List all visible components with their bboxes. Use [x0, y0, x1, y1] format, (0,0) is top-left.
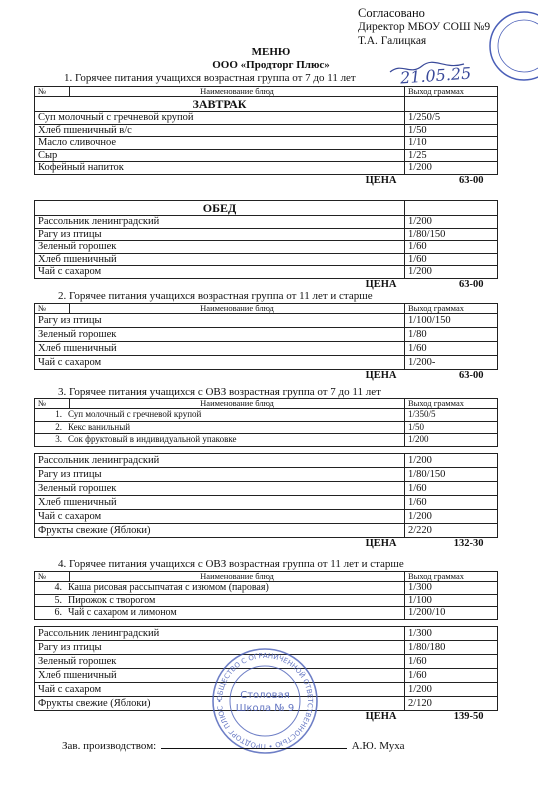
- approval-title: Согласовано: [358, 6, 425, 20]
- table-row: Чай с сахаром 1/200-: [35, 356, 498, 370]
- section-1-title: 1. Горячее питания учащихся возрастная группа от 7 до 11 лет: [64, 72, 356, 84]
- section-2-table: № Наименование блюд Выход граммах Рагу из птицы 1/100/150 Зеленый горошек 1/80 Хлеб пшеничный 1/60 Чай с сахаром 1/200- ЦЕНА 63-00: [34, 303, 498, 382]
- section-4-table: № Наименование блюд Выход граммах 4. Каша рисовая рассыпчатая с изюмом (паровая) 1/300 5. Пирожок с творогом 1/100 6. Чай с сахаром и лимоном 1/200/10 Рассольник ленинградский 1/300 Рагу из птицы 1/80/180 Зеленый горошек 1/60 Хлеб пшеничный 1/60 Чай с сахаром 1/200 Фрукты свежие (Яблоки) 2/120 ЦЕНА 139-50: [34, 571, 498, 722]
- table-row: Рассольник ленинградский 1/200: [35, 216, 498, 229]
- table-row: Хлеб пшеничный 1/60: [35, 253, 498, 266]
- table-row: Масло сливочное 1/10: [35, 137, 498, 150]
- section-4-title: 4. Горячее питания учащихся с ОВЗ возрастная группа от 11 лет и старше: [58, 558, 404, 570]
- section-3-table: № Наименование блюд Выход граммах 1. Суп молочный с гречневой крупой 1/350/5 2. Кекс ванильный 1/50 3. Сок фруктовый в индивидуальной упаковке 1/200 Рассольник ленинградский 1/200 Рагу из птицы 1/80/150 Зеленый горошек 1/60 Хлеб пшеничный 1/60 Чай с сахаром 1/200 Фрукты свежие (Яблоки) 2/220 ЦЕНА 132-30: [34, 398, 498, 549]
- table-row: Кофейный напиток 1/200: [35, 162, 498, 175]
- section-3-title: 3. Горячее питания учащихся с ОВЗ возрастная группа от 7 до 11 лет: [58, 386, 381, 398]
- table-row: Хлеб пшеничный 1/60: [35, 668, 498, 682]
- table-row: Зеленый горошек 1/80: [35, 328, 498, 342]
- svg-text:ОБЩЕСТВО С ОГРАНИЧЕННОЙ ОТВЕТС: [216, 652, 314, 750]
- footer: [62, 738, 404, 752]
- approval-position: Директор МБОУ СОШ №9: [358, 21, 491, 33]
- table-row: 4. Каша рисовая рассыпчатая с изюмом (паровая) 1/300: [35, 582, 498, 595]
- table-row: 1. Суп молочный с гречневой крупой 1/350/5: [35, 409, 498, 422]
- approval-stamp-fragment: [478, 4, 538, 84]
- stamp-center-line2: Школа № 9: [235, 703, 295, 714]
- price-value: 63-00: [459, 174, 484, 186]
- org-name: ООО «Продторг Плюс»: [212, 59, 330, 71]
- table-row: Чай с сахаром 1/200: [35, 509, 498, 523]
- approval-person: Т.А. Галицкая: [358, 35, 427, 47]
- stamp-center-line1: Столовая: [240, 690, 290, 701]
- table-row: Рассольник ленинградский 1/200: [35, 453, 498, 467]
- menu-title: МЕНЮ: [251, 46, 291, 58]
- table-row: Рагу из птицы 1/100/150: [35, 314, 498, 328]
- section-1-table: [34, 86, 498, 186]
- table-row: Рагу из птицы 1/80/150: [35, 228, 498, 241]
- table-row: Чай с сахаром 1/200: [35, 682, 498, 696]
- approval-block: [358, 6, 490, 48]
- table-row: Зеленый горошек 1/60: [35, 654, 498, 668]
- table-row: Рагу из птицы 1/80/180: [35, 640, 498, 654]
- table-row: 6. Чай с сахаром и лимоном 1/200/10: [35, 607, 498, 620]
- section-1-lunch-table: [34, 200, 498, 290]
- table-row: 3. Сок фруктовый в индивидуальной упаковке 1/200: [35, 434, 498, 447]
- table-row: Фрукты свежие (Яблоки) 2/220: [35, 523, 498, 537]
- table-row: Рассольник ленинградский 1/300: [35, 626, 498, 640]
- price-label: ЦЕНА: [365, 278, 397, 290]
- table-row: 2. Кекс ванильный 1/50: [35, 421, 498, 434]
- price-label: ЦЕНА: [365, 174, 397, 186]
- table-row: Рагу из птицы 1/80/150: [35, 467, 498, 481]
- table-row: 5. Пирожок с творогом 1/100: [35, 594, 498, 607]
- table-row: Чай с сахаром 1/200: [35, 266, 498, 279]
- table-row: Зеленый горошек 1/60: [35, 481, 498, 495]
- price-value: 63-00: [459, 278, 484, 290]
- signature-line: [161, 738, 347, 749]
- table-row: Хлеб пшеничный в/с 1/50: [35, 124, 498, 137]
- table-row: Сыр 1/25: [35, 149, 498, 162]
- table-row: Фрукты свежие (Яблоки) 2/120: [35, 696, 498, 710]
- col-name: Наименование блюд: [70, 87, 405, 97]
- table-row: Хлеб пшеничный 1/60: [35, 495, 498, 509]
- footer-label: Зав. производством:: [62, 740, 157, 752]
- col-out: Выход граммах: [405, 87, 498, 97]
- meal-title-lunch: ОБЕД: [35, 201, 405, 216]
- footer-name: А.Ю. Муха: [351, 740, 405, 752]
- meal-title-breakfast: ЗАВТРАК: [35, 97, 405, 112]
- col-num: №: [35, 87, 70, 97]
- table-row: Зеленый горошек 1/60: [35, 241, 498, 254]
- stamp-outer-text: ОБЩЕСТВО С ОГРАНИЧЕННОЙ ОТВЕТСТВЕННОСТЬЮ • ПРОДТОРГ ПЛЮС •: [215, 651, 315, 751]
- approval-date: 21.05.25: [399, 63, 472, 88]
- table-row: Суп молочный с гречневой крупой 1/250/5: [35, 112, 498, 125]
- table-row: Хлеб пшеничный 1/60: [35, 342, 498, 356]
- section-2-title: 2. Горячее питания учащихся возрастная группа от 11 лет и старше: [58, 290, 373, 302]
